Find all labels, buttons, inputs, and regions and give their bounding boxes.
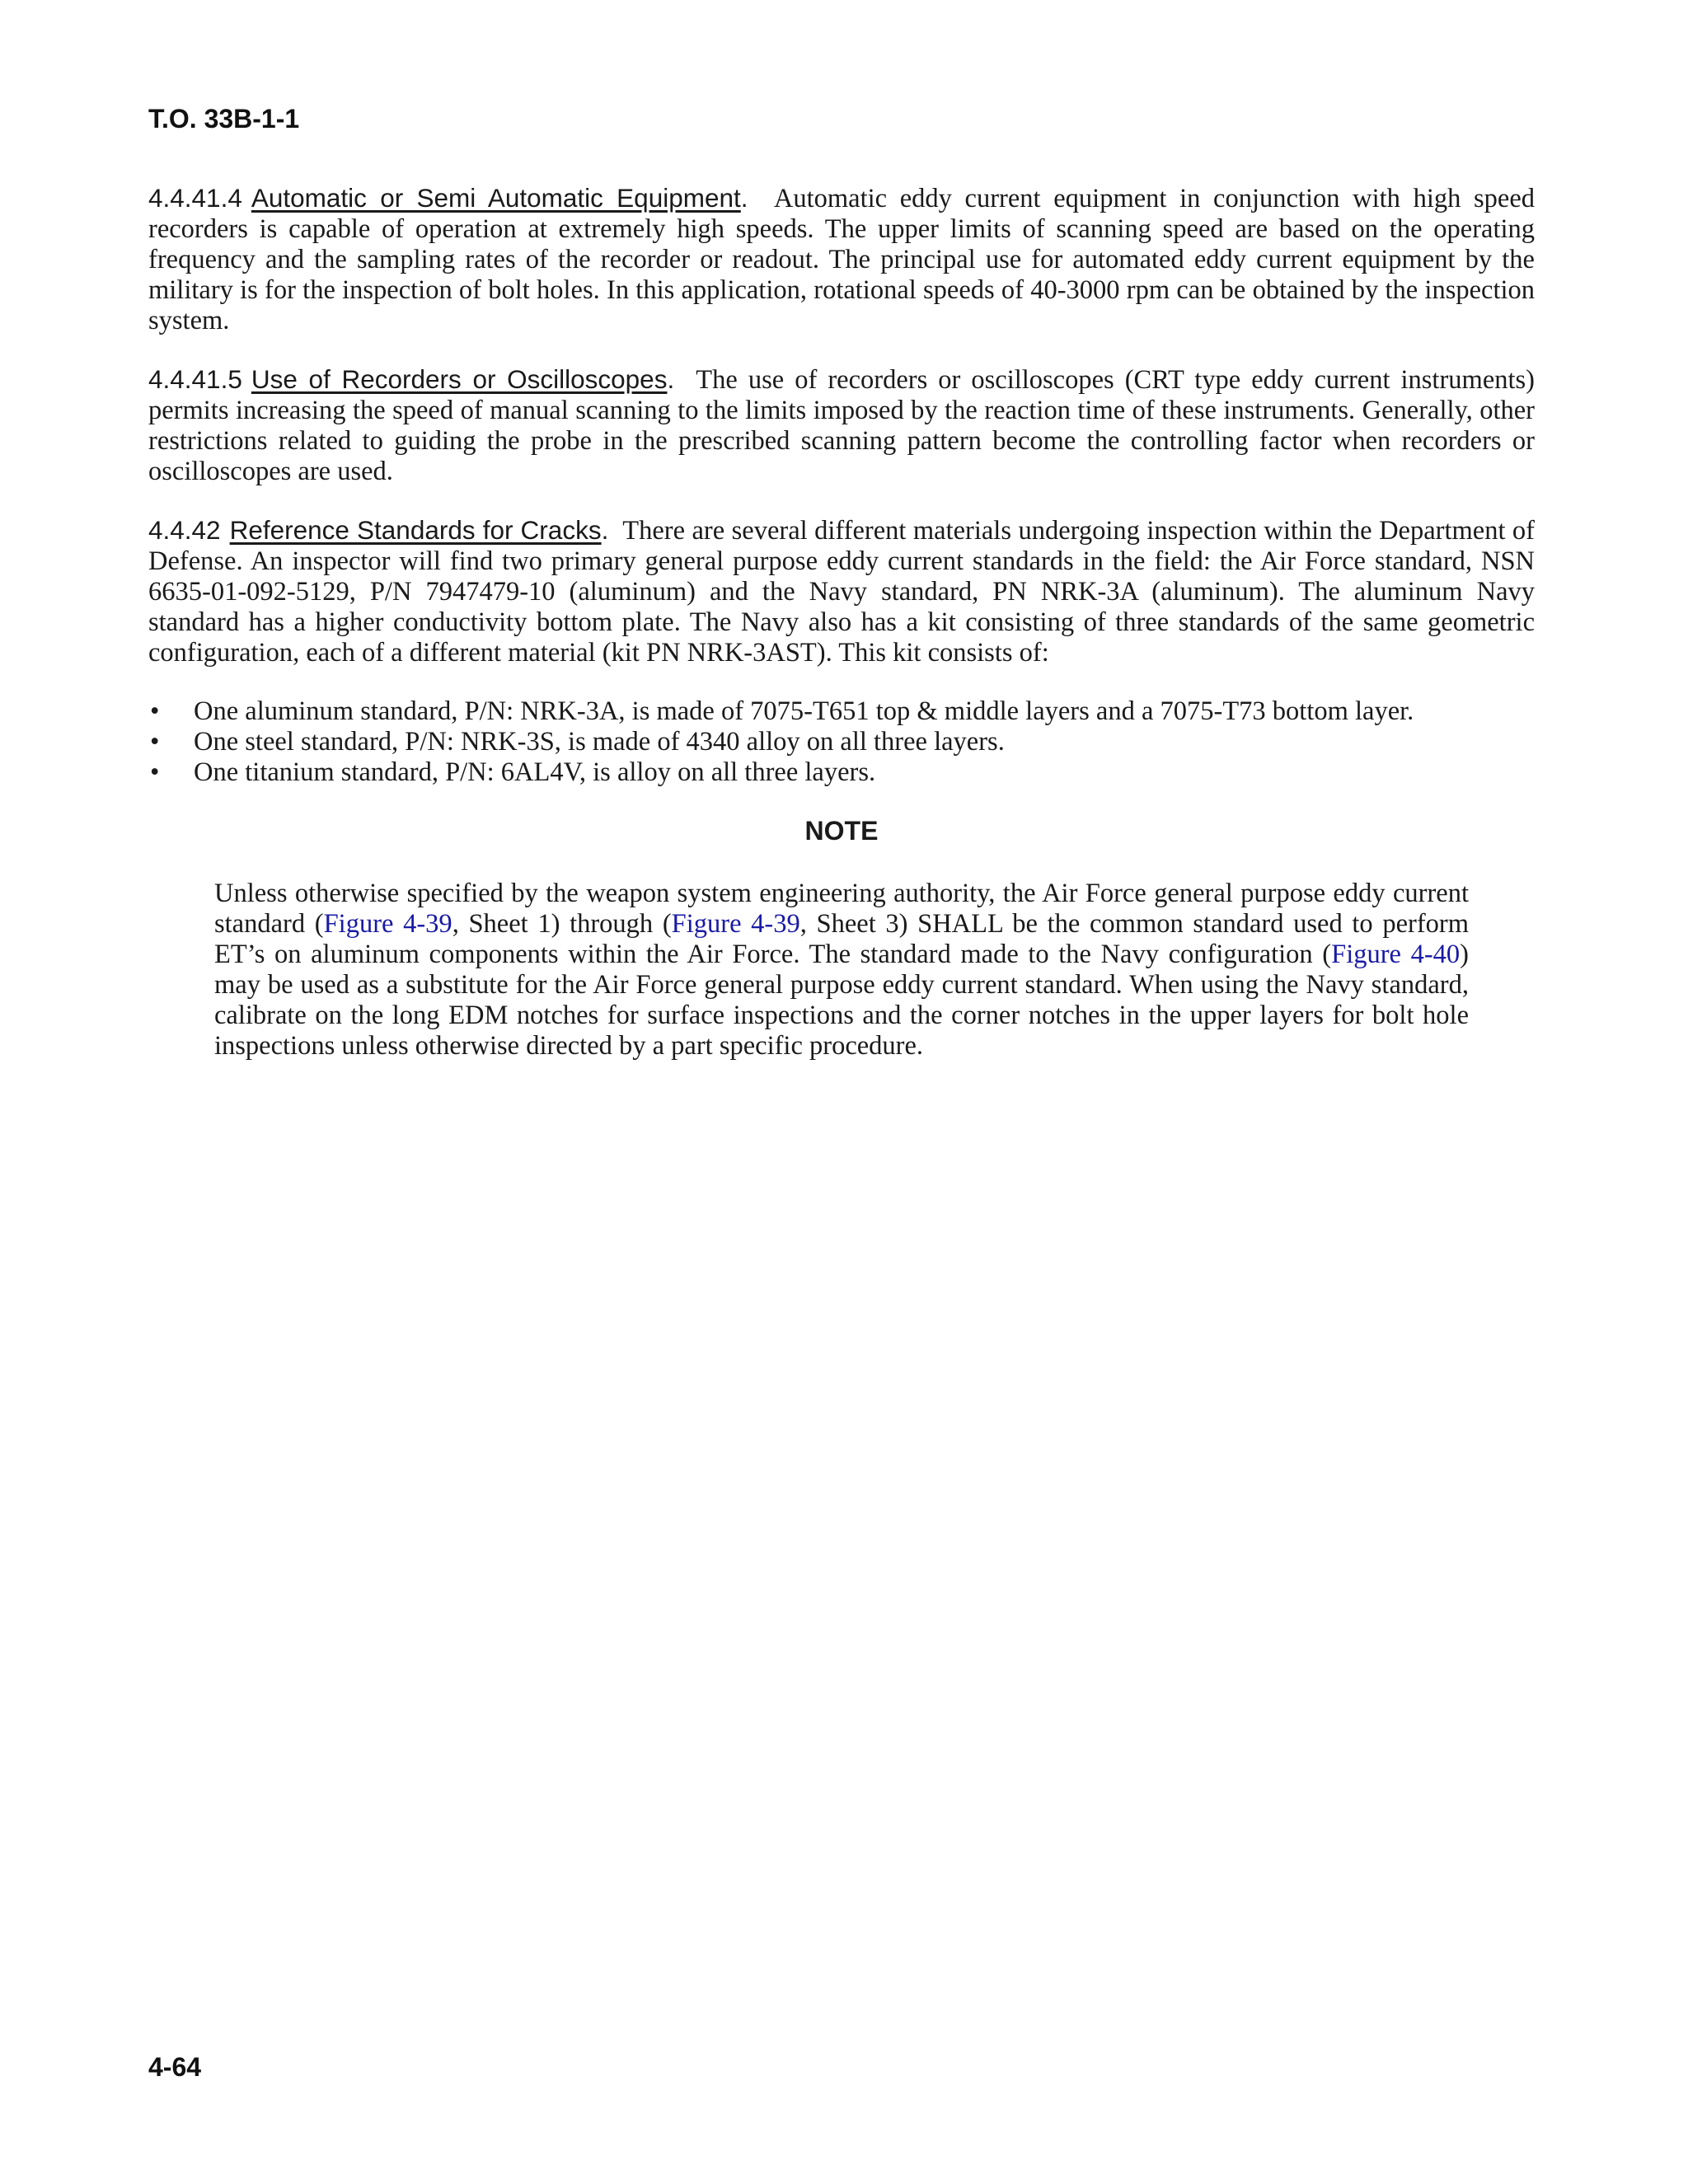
figure-link[interactable]: Figure 4-39 (323, 909, 452, 939)
note-text: Unless otherwise specified by the weapon system engineering authority, the Air Force general purpose eddy current standard ( (214, 879, 1469, 939)
section-number: 4.4.42 (148, 515, 221, 545)
note-text: , Sheet 1) through ( (452, 909, 672, 939)
note-text: ) may be used as a substitute for the Air Force general purpose eddy current standard. When using the Navy standard, calibrate on the long EDM notches for surface inspections and the corner notches in the upper layers for bolt hole inspections unless otherwise directed by a part specific procedure. (214, 940, 1469, 1061)
list-item (148, 727, 1535, 757)
section-heading: 4.4.42 Reference Standards for Cracks. (148, 515, 609, 545)
section-4-4-41-5 (148, 364, 1535, 487)
bullet-icon: • (150, 757, 160, 787)
section-heading: 4.4.41.4 Automatic or Semi Automatic Equipment. (148, 183, 748, 213)
note-text: , Sheet 3) SHALL be the common standard used to perform ET’s on aluminum components within the Air Force. The standard made to the Navy configuration ( (214, 909, 1469, 969)
figure-link[interactable]: Figure 4-39 (671, 909, 800, 939)
list-item (148, 696, 1535, 727)
section-body: The use of recorders or oscilloscopes (CRT type eddy current instruments) permits increasing the speed of manual scanning to the limits imposed by the reaction time of these instruments. Generally, other restrictions related to guiding the probe in the prescribed scanning pattern become the controlling factor when recorders or oscilloscopes are used. (148, 365, 1535, 486)
bullet-icon: • (150, 696, 160, 726)
section-body: There are several different materials undergoing inspection within the Department of Defense. An inspector will find two primary general purpose eddy current standards in the field: the Air Force standard, NSN 6635-01-092-5129, P/N 7947479-10 (aluminum) and the Navy standard, PN NRK-3A (aluminum). The aluminum Navy standard has a higher conductivity bottom plate. The Navy also has a kit consisting of three standards of the same geometric configuration, each of a different material (kit PN NRK-3AST). This kit consists of: (148, 516, 1536, 668)
section-title: Reference Standards for Cracks (229, 515, 602, 545)
section-body: Automatic eddy current equipment in conjunction with high speed recorders is capable of operation at extremely high speeds. The upper limits of scanning speed are based on the operating frequency and the sampling rates of the recorder or readout. The principal use for automated eddy current equipment by the military is for the inspection of bolt holes. In this application, rotational speeds of 40-3000 rpm can be obtained by the inspection system. (148, 184, 1536, 335)
section-4-4-41-4 (148, 183, 1535, 336)
list-item-text: One aluminum standard, P/N: NRK-3A, is made of 7075-T651 top & middle layers and a 7075-T73 bottom layer. (194, 696, 1414, 726)
list-item (148, 757, 1535, 788)
section-4-4-42 (148, 515, 1535, 668)
section-heading: 4.4.41.5 Use of Recorders or Oscilloscopes. (148, 364, 675, 394)
section-title: Use of Recorders or Oscilloscopes (251, 364, 668, 394)
kit-contents-list (148, 696, 1535, 788)
note-title: NOTE (804, 816, 879, 846)
list-item-text: One titanium standard, P/N: 6AL4V, is alloy on all three layers. (194, 757, 876, 787)
bullet-icon: • (150, 727, 160, 757)
section-number: 4.4.41.4 (148, 183, 242, 213)
document-header: T.O. 33B-1-1 (148, 104, 300, 134)
document-body (148, 183, 1535, 1062)
list-item-text: One steel standard, P/N: NRK-3S, is made of 4340 alloy on all three layers. (194, 727, 1005, 757)
section-number: 4.4.41.5 (148, 364, 242, 394)
page-number: 4-64 (148, 2052, 202, 2082)
section-title: Automatic or Semi Automatic Equipment (251, 183, 741, 213)
note-body (214, 879, 1469, 1062)
figure-link[interactable]: Figure 4-40 (1331, 940, 1461, 969)
